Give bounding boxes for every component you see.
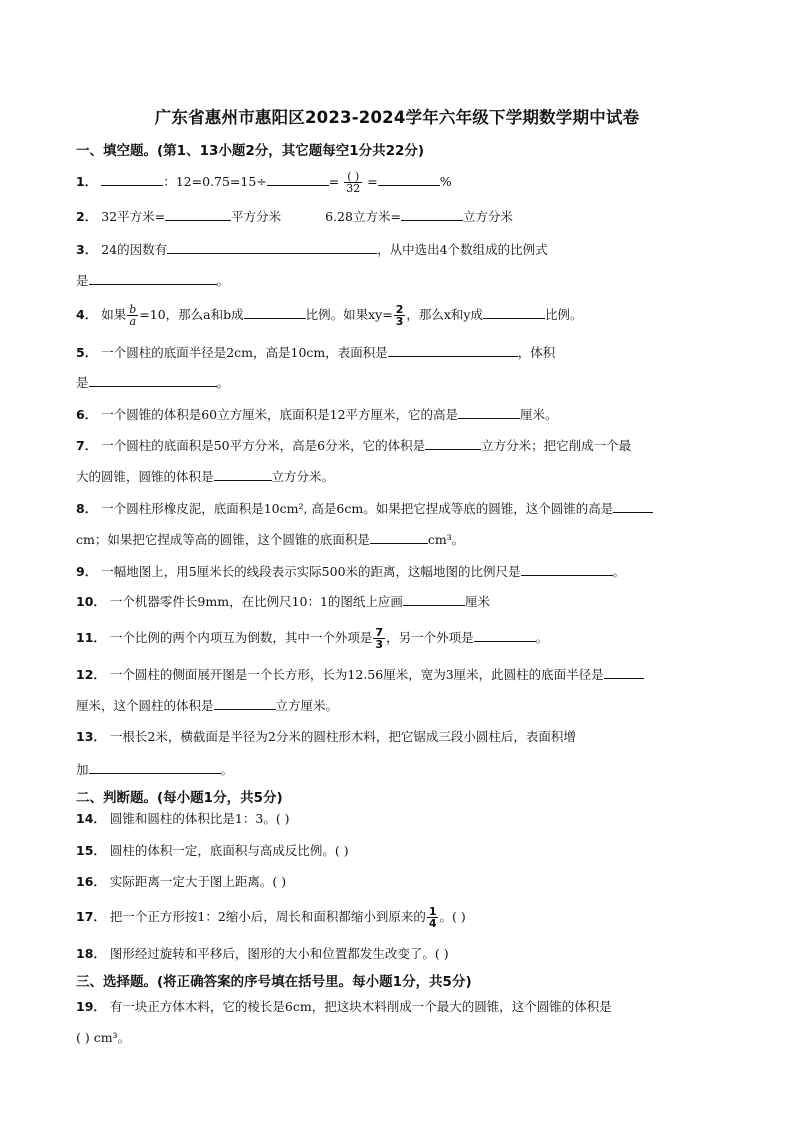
answer-blank[interactable] (613, 499, 653, 513)
question-19: 19． 有一块正方体木料，它的棱长是6cm，把这块木料削成一个最大的圆锥，这个圆锥的体积是 (76, 999, 612, 1014)
question-7-cont: 大的圆锥，圆锥的体积是 立方分米。 (76, 469, 335, 484)
section-fill-in: 一、填空题。(第1、13小题2分，其它题每空1分共22分) (76, 143, 425, 159)
question-11: 11． 一个比例的两个内项互为倒数，其中一个外项是 $\frac{7}{3}$ ，另一个外项是 。 (76, 626, 549, 651)
answer-blank[interactable] (403, 592, 465, 606)
fraction: $\frac{1}{4}$ (428, 905, 437, 930)
question-7: 7． 一个圆柱的底面积是50平方分米，高是6分米，它的体积是 立方分米；把它削成一个最 (76, 438, 632, 453)
answer-blank[interactable] (214, 696, 276, 710)
answer-blank[interactable] (604, 665, 644, 679)
question-3-cont: 是 。 (76, 273, 230, 288)
question-2: 2． 32平方米= 平方分米 6.28立方米= 立方分米 (76, 209, 513, 224)
question-8: 8． 一个圆柱形橡皮泥，底面积是10cm², 高是6cm。如果把它捏成等底的圆锥，这个圆锥的高是 (76, 499, 653, 518)
question-13-cont: 加 。 (76, 762, 234, 777)
question-9: 9． 一幅地图上，用5厘米长的线段表示实际500米的距离，这幅地图的比例尺是 。 (76, 564, 626, 579)
fraction: $\frac{( )}{32}$ (346, 170, 361, 195)
answer-blank[interactable] (370, 530, 428, 544)
answer-blank[interactable] (458, 405, 520, 419)
question-3: 3． 24的因数有 ，从中选出4个数组成的比例式 (76, 242, 548, 257)
answer-blank[interactable] (378, 172, 440, 186)
question-12: 12． 一个圆柱的侧面展开图是一个长方形，长为12.56厘米，宽为3厘米，此圆柱的底面半径是 (76, 665, 644, 684)
question-5-cont: 是 。 (76, 375, 230, 390)
answer-blank[interactable] (244, 305, 306, 319)
answer-blank[interactable] (214, 467, 272, 481)
fraction: $\frac{7}{3}$ (375, 626, 384, 651)
answer-blank[interactable] (101, 172, 163, 186)
question-16: 16． 实际距离一定大于图上距离。( ) (76, 874, 287, 889)
question-18: 18． 图形经过旋转和平移后，图形的大小和位置都发生改变了。( ) (76, 946, 449, 961)
answer-blank[interactable] (167, 240, 377, 254)
question-4: 4． 如果 $\frac{b}{a}$ =10，那么a和b成 比例。如果xy= $\frac{2}{3}$ ，那么x和y成 比例。 (76, 303, 583, 328)
question-1: 1． ：12=0.75=15÷ = $\frac{( )}{32}$ = % (76, 170, 452, 195)
question-12-cont: 厘米，这个圆柱的体积是 立方厘米。 (76, 698, 339, 713)
section-true-false: 二、判断题。(每小题1分，共5分) (76, 790, 283, 806)
section-multiple-choice: 三、选择题。(将正确答案的序号填在括号里。每小题1分，共5分) (76, 974, 472, 990)
answer-blank[interactable] (89, 760, 221, 774)
question-13: 13． 一根长2米，横截面是半径为2分米的圆柱形木料，把它锯成三段小圆柱后，表面积增 (76, 729, 576, 744)
answer-blank[interactable] (521, 562, 613, 576)
question-10: 10． 一个机器零件长9mm，在比例尺10：1的图纸上应画 厘米 (76, 594, 490, 609)
fraction: $\frac{2}{3}$ (395, 303, 404, 328)
answer-blank[interactable] (388, 343, 518, 357)
page-title: 广东省惠州市惠阳区2023-2024学年六年级下学期数学期中试卷 (154, 108, 640, 127)
answer-blank[interactable] (474, 628, 536, 642)
question-5: 5． 一个圆柱的底面半径是2cm，高是10cm，表面积是 ，体积 (76, 345, 556, 360)
answer-blank[interactable] (165, 207, 231, 221)
question-8-cont: cm；如果把它捏成等高的圆锥，这个圆锥的底面积是 cm³。 (76, 532, 465, 547)
question-19-cont: ( ) cm³。 (76, 1030, 131, 1045)
answer-blank[interactable] (267, 172, 329, 186)
answer-blank[interactable] (401, 207, 463, 221)
question-6: 6． 一个圆锥的体积是60立方厘米，底面积是12平方厘米，它的高是 厘米。 (76, 407, 558, 422)
answer-blank[interactable] (425, 436, 481, 450)
question-17: 17． 把一个正方形按1：2缩小后，周长和面积都缩小到原来的 $\frac{1}{4}$ 。( ) (76, 905, 466, 930)
question-14: 14． 圆锥和圆柱的体积比是1：3。( ) (76, 811, 290, 826)
fraction: $\frac{b}{a}$ (129, 303, 137, 328)
question-15: 15． 圆柱的体积一定，底面积与高成反比例。( ) (76, 843, 349, 858)
answer-blank[interactable] (89, 271, 217, 285)
answer-blank[interactable] (89, 373, 217, 387)
answer-blank[interactable] (483, 305, 545, 319)
